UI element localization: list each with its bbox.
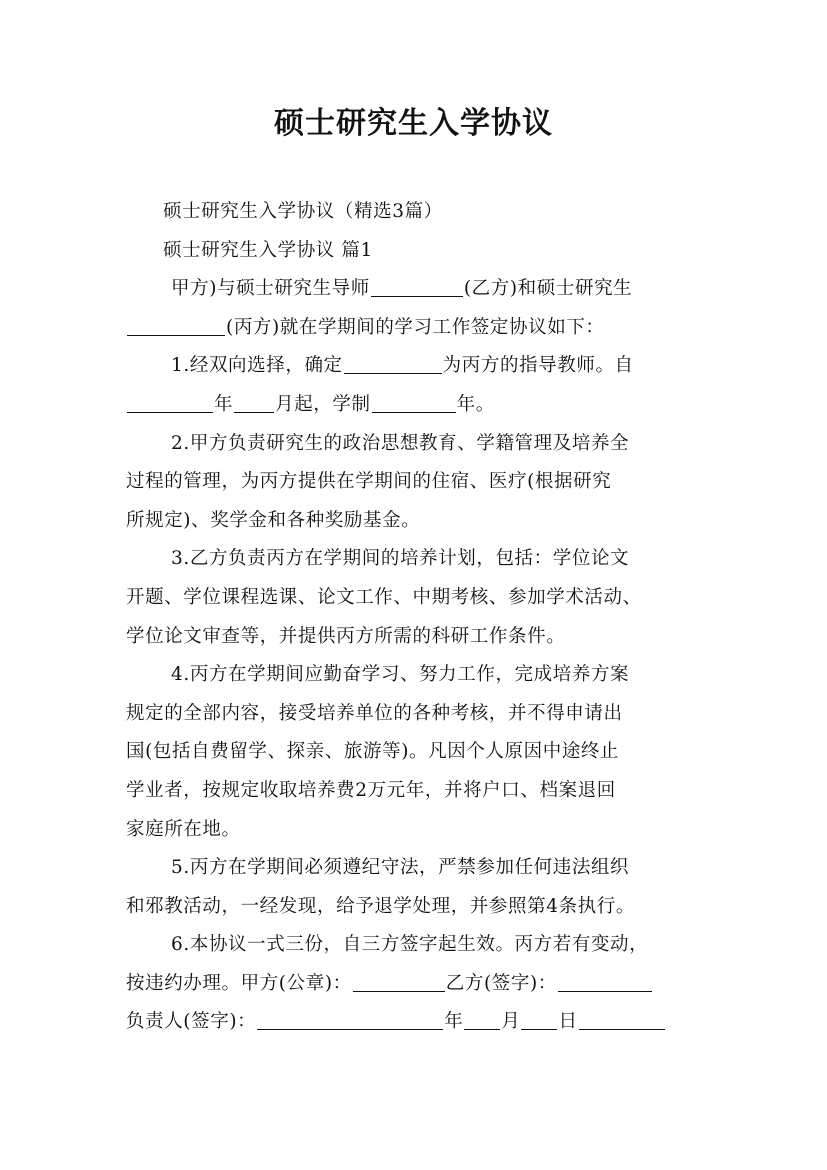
start-year-blank	[127, 393, 213, 413]
clause-2	[126, 425, 702, 541]
student-name-blank	[127, 316, 225, 336]
responsible-sign-label: 负责人(签字)：	[126, 1011, 257, 1033]
supervisor-blank	[344, 355, 442, 375]
clause-1-text-3: 年	[214, 393, 234, 415]
intro-paragraph	[126, 270, 702, 347]
intro-text-2: (乙方)和硕士研究生	[463, 278, 633, 300]
clause-2-line-2: 过程的管理，为丙方提供在学期间的住宿、医疗(根据研究	[126, 471, 612, 493]
clause-1-line-2	[126, 386, 702, 425]
intro-text-3: (丙方)就在学期间的学习工作签定协议如下：	[226, 316, 605, 338]
trailing-blank	[579, 1011, 665, 1031]
sign-month-label: 月	[501, 1011, 521, 1033]
clause-4	[126, 656, 702, 849]
clause-1-text-5: 年。	[456, 393, 495, 415]
intro-line-1	[126, 270, 702, 309]
section-heading-text: 硕士研究生入学协议 篇1	[163, 239, 373, 261]
document-title: 硕士研究生入学协议	[274, 106, 553, 141]
section-heading	[126, 232, 702, 271]
document-body	[126, 193, 702, 1042]
intro-text-1: 甲方)与硕士研究生导师	[171, 278, 370, 300]
intro-line-2	[126, 309, 702, 348]
clause-4-line-4: 学业者，按规定收取培养费2万元年，并将户口、档案退回	[126, 779, 616, 801]
sign-month-blank	[464, 1011, 500, 1031]
clause-3	[126, 540, 702, 656]
clause-1-line-1	[126, 347, 702, 386]
clause-1-text-2: 为丙方的指导教师。自	[442, 355, 634, 377]
clause-4-line-2: 规定的全部内容，接受培养单位的各种考核，并不得申请出	[126, 702, 623, 724]
clause-5	[126, 849, 702, 926]
clause-4-line-3: 国(包括自费留学、探亲、旅游等)。凡因个人原因中途终止	[126, 741, 620, 763]
party-b-sign-blank	[558, 972, 652, 992]
clause-3-line-1: 3.乙方负责丙方在学期间的培养计划，包括：学位论文	[171, 548, 630, 570]
responsible-sign-blank	[257, 1011, 443, 1031]
sign-year-label: 年	[444, 1011, 464, 1033]
subtitle-text: 硕士研究生入学协议（精选3篇）	[163, 201, 443, 222]
clause-2-line-1: 2.甲方负责研究生的政治思想教育、学籍管理及培养全	[171, 432, 630, 454]
clause-4-line-5: 家庭所在地。	[126, 818, 241, 840]
party-a-seal-label: 按违约办理。甲方(公章)：	[126, 972, 352, 994]
subtitle	[126, 193, 702, 232]
sign-day-blank	[521, 1011, 557, 1031]
clause-2-line-3: 所规定)、奖学金和各种奖励基金。	[126, 509, 421, 531]
clause-6	[126, 926, 702, 1042]
party-a-seal-blank	[353, 972, 445, 992]
clause-1	[126, 347, 702, 424]
clause-1-text-4: 月起，学制	[275, 393, 371, 415]
clause-4-line-1: 4.丙方在学期间应勤奋学习、努力工作，完成培养方案	[171, 664, 630, 686]
clause-5-line-2: 和邪教活动，一经发现，给予退学处理，并参照第4条执行。	[126, 895, 635, 917]
advisor-name-blank	[371, 278, 463, 298]
clause-3-line-3: 学位论文审查等，并提供丙方所需的科研工作条件。	[126, 625, 566, 647]
clause-6-line-1: 6.本协议一式三份，自三方签字起生效。丙方若有变动，	[171, 934, 649, 956]
clause-1-text-1: 1.经双向选择，确定	[171, 355, 343, 377]
clause-6-line-3	[126, 1003, 702, 1042]
clause-5-line-1: 5.丙方在学期间必须遵纪守法，严禁参加任何违法组织	[171, 857, 630, 879]
party-b-sign-label: 乙方(签字)：	[445, 972, 557, 994]
clause-6-line-2	[126, 965, 702, 1004]
sign-day-label: 日	[558, 1011, 578, 1033]
duration-years-blank	[372, 393, 456, 413]
start-month-blank	[234, 393, 274, 413]
clause-3-line-2: 开题、学位课程选课、论文工作、中期考核、参加学术活动、	[126, 586, 642, 608]
